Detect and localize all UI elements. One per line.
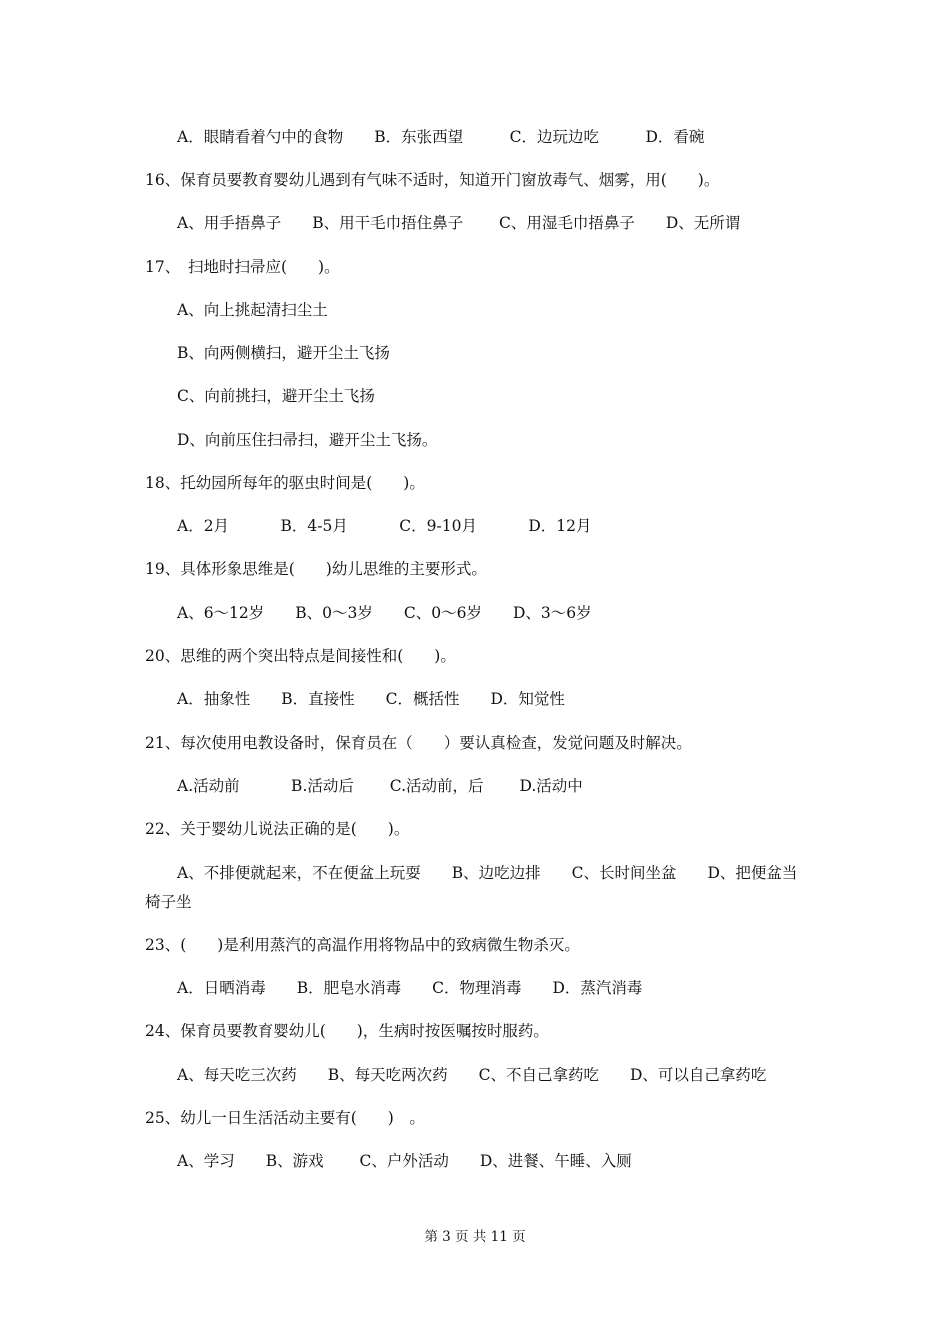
question-stem: 17、 扫地时扫帚应( )。 xyxy=(145,258,340,276)
answer-options: C、向前挑扫，避开尘土飞扬 xyxy=(177,387,375,405)
question-stem: 16、保育员要教育婴幼儿遇到有气味不适时，知道开门窗放毒气、烟雾，用( )。 xyxy=(145,171,720,189)
question-stem: 23、( )是利用蒸汽的高温作用将物品中的致病微生物杀灭。 xyxy=(145,936,580,954)
answer-options: A、每天吃三次药 B、每天吃两次药 C、不自己拿药吃 D、可以自己拿药吃 xyxy=(177,1066,767,1084)
answer-options: A、不排便就起来，不在便盆上玩耍 B、边吃边排 C、长时间坐盆 D、把便盆当 xyxy=(177,864,798,882)
question-stem: 24、保育员要教育婴幼儿( )，生病时按医嘱按时服药。 xyxy=(145,1022,549,1040)
answer-options: A．眼睛看着勺中的食物 B．东张西望 C．边玩边吃 D．看碗 xyxy=(177,128,705,146)
answer-options: A、学习 B、游戏 C、户外活动 D、进餐、午睡、入厕 xyxy=(177,1152,632,1170)
answer-options: A.活动前 B.活动后 C.活动前，后 D.活动中 xyxy=(177,777,583,795)
question-stem: 20、思维的两个突出特点是间接性和( )。 xyxy=(145,647,456,665)
question-stem: 25、幼儿一日生活活动主要有( ) 。 xyxy=(145,1109,425,1127)
page-footer: 第 3 页 共 11 页 xyxy=(424,1229,526,1245)
text-continuation: 椅子坐 xyxy=(145,893,192,911)
answer-options: D、向前压住扫帚扫，避开尘土飞扬。 xyxy=(177,431,438,449)
question-stem: 18、托幼园所每年的驱虫时间是( )。 xyxy=(145,474,425,492)
answer-options: A、用手捂鼻子 B、用干毛巾捂住鼻子 C、用湿毛巾捂鼻子 D、无所谓 xyxy=(177,214,741,232)
answer-options: B、向两侧横扫，避开尘土飞扬 xyxy=(177,344,390,362)
answer-options: A、向上挑起清扫尘土 xyxy=(177,301,328,319)
answer-options: A．日晒消毒 B．肥皂水消毒 C．物理消毒 D．蒸汽消毒 xyxy=(177,979,643,997)
answer-options: A、6～12岁 B、0～3岁 C、0～6岁 D、3～6岁 xyxy=(177,604,592,622)
question-stem: 22、关于婴幼儿说法正确的是( )。 xyxy=(145,820,410,838)
answer-options: A．2月 B．4-5月 C．9-10月 D．12月 xyxy=(177,517,592,535)
question-stem: 19、具体形象思维是( )幼儿思维的主要形式。 xyxy=(145,560,487,578)
answer-options: A．抽象性 B．直接性 C．概括性 D．知觉性 xyxy=(177,690,565,708)
question-stem: 21、每次使用电教设备时，保育员在（ ）要认真检查，发觉问题及时解决。 xyxy=(145,734,692,752)
